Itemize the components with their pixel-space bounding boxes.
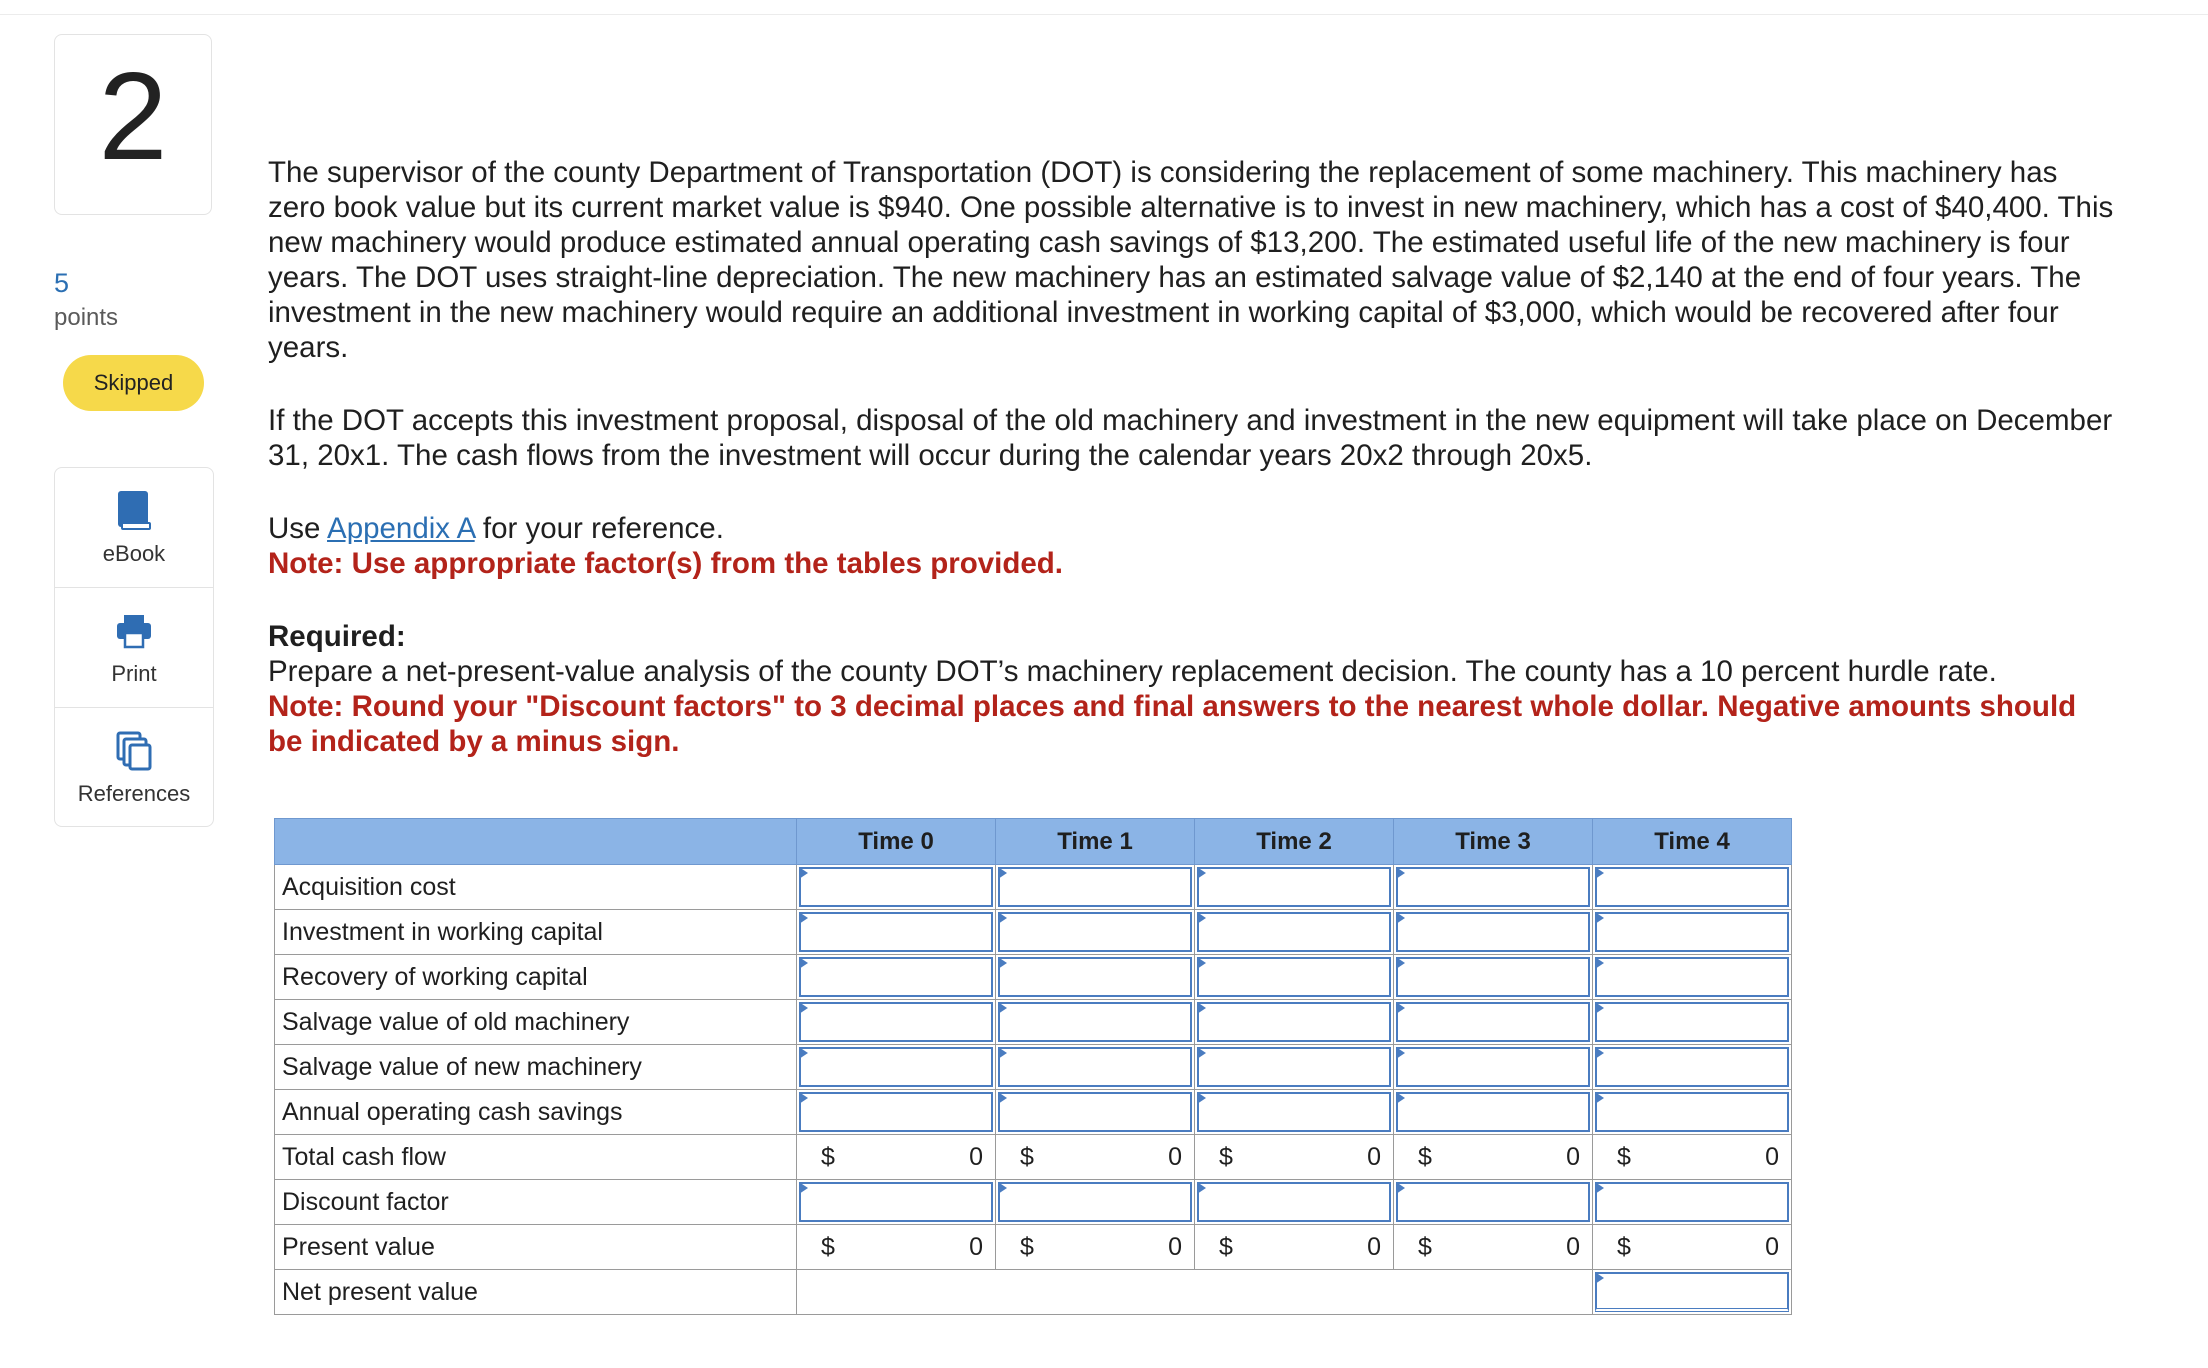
present-value-time-2: $ 0 [1219, 1232, 1381, 1261]
discount-factor-time-4-input[interactable] [1595, 1182, 1789, 1222]
total-cash-flow-time-4: $ 0 [1617, 1142, 1779, 1171]
required-paragraph [268, 619, 2118, 759]
present-value-time-1: $ 0 [1020, 1232, 1182, 1261]
use-prefix: Use [268, 512, 328, 545]
question-number-box [54, 34, 212, 215]
acquisition-cost-time-2-input[interactable] [1197, 867, 1391, 907]
factor-note: Note: Use appropriate factor(s) from the tables provided. [268, 547, 1063, 580]
table-row [275, 955, 1792, 1000]
table-row [275, 1135, 1792, 1180]
header-time-3: Time 3 [1394, 819, 1593, 865]
table-row [275, 1000, 1792, 1045]
table-row [275, 1045, 1792, 1090]
discount-factor-time-2-input[interactable] [1197, 1182, 1391, 1222]
table-row [275, 1225, 1792, 1270]
npv-blank-cell [797, 1270, 1593, 1315]
row-label: Total cash flow [275, 1135, 797, 1180]
header-time-0: Time 0 [797, 819, 996, 865]
discount-factor-time-1-input[interactable] [998, 1182, 1192, 1222]
working-capital-investment-time-1-input[interactable] [998, 912, 1192, 952]
operating-savings-time-0-input[interactable] [799, 1092, 993, 1132]
header-blank [275, 819, 797, 865]
working-capital-investment-time-3-input[interactable] [1396, 912, 1590, 952]
table-row [275, 1180, 1792, 1225]
row-label: Acquisition cost [275, 865, 797, 910]
print-label: Print [111, 660, 157, 686]
table-row [275, 1090, 1792, 1135]
question-content [268, 155, 2118, 759]
row-label: Present value [275, 1225, 797, 1270]
operating-savings-time-2-input[interactable] [1197, 1092, 1391, 1132]
header-time-2: Time 2 [1195, 819, 1394, 865]
timing-paragraph: If the DOT accepts this investment proposal, disposal of the old machinery and investment in the new equipment will take place on December 31, 20x1. The cash flows from the investment will occur during the calendar years 20x2 through 20x5. [268, 404, 2113, 472]
row-label: Salvage value of new machinery [275, 1045, 797, 1090]
acquisition-cost-time-1-input[interactable] [998, 867, 1192, 907]
references-button[interactable] [55, 708, 213, 828]
present-value-time-3: $ 0 [1418, 1232, 1580, 1261]
header-time-1: Time 1 [996, 819, 1195, 865]
old-salvage-time-4-input[interactable] [1595, 1002, 1789, 1042]
working-capital-recovery-time-0-input[interactable] [799, 957, 993, 997]
references-icon [114, 729, 154, 773]
book-icon [114, 489, 154, 533]
row-label: Annual operating cash savings [275, 1090, 797, 1135]
operating-savings-time-3-input[interactable] [1396, 1092, 1590, 1132]
acquisition-cost-time-4-input[interactable] [1595, 867, 1789, 907]
use-suffix: for your reference. [474, 512, 724, 545]
table-row [275, 1270, 1792, 1315]
status-badge: Skipped [63, 355, 204, 411]
new-salvage-time-3-input[interactable] [1396, 1047, 1590, 1087]
discount-factor-time-0-input[interactable] [799, 1182, 993, 1222]
operating-savings-time-4-input[interactable] [1595, 1092, 1789, 1132]
old-salvage-time-2-input[interactable] [1197, 1002, 1391, 1042]
total-cash-flow-time-0: $ 0 [821, 1142, 983, 1171]
question-number: 2 [98, 47, 168, 186]
points-value: 5 [54, 268, 70, 298]
net-present-value-input[interactable] [1595, 1272, 1789, 1312]
new-salvage-time-1-input[interactable] [998, 1047, 1192, 1087]
reference-paragraph [268, 511, 2118, 581]
references-label: References [77, 781, 191, 806]
row-label: Recovery of working capital [275, 955, 797, 1000]
scenario-paragraph: The supervisor of the county Department of Transportation (DOT) is considering the replacement of some machinery. This machinery has zero book value but its current market value is $940. One possible alternative is to invest in new machinery, which has a cost of $40,400. This new machinery would produce estimated annual operating cash savings of $13,200. The estimated useful life of the new machinery is four years. The DOT uses straight-line depreciation. The new machinery has an estimated salvage value of $2,140 at the end of four years. The investment in the new machinery would require an additional investment in working capital of $3,000, which would be recovered after four years. [268, 156, 2114, 364]
old-salvage-time-0-input[interactable] [799, 1002, 993, 1042]
rounding-note: Note: Round your "Discount factors" to 3 decimal places and final answers to the nearest whole dollar. Negative amounts should be indicated by a minus sign. [268, 690, 2077, 758]
working-capital-recovery-time-1-input[interactable] [998, 957, 1192, 997]
row-label: Discount factor [275, 1180, 797, 1225]
ebook-label: eBook [102, 540, 166, 566]
working-capital-investment-time-4-input[interactable] [1595, 912, 1789, 952]
required-text: Prepare a net-present-value analysis of the county DOT’s machinery replacement decision. The county has a 10 percent hurdle rate. [268, 655, 1997, 688]
acquisition-cost-time-3-input[interactable] [1396, 867, 1590, 907]
ebook-button[interactable] [55, 468, 213, 588]
npv-table [274, 818, 1792, 1315]
working-capital-recovery-time-4-input[interactable] [1595, 957, 1789, 997]
appendix-a-link[interactable]: Appendix A [327, 512, 475, 545]
table-row [275, 910, 1792, 955]
total-cash-flow-time-1: $ 0 [1020, 1142, 1182, 1171]
header-time-4: Time 4 [1593, 819, 1792, 865]
acquisition-cost-time-0-input[interactable] [799, 867, 993, 907]
working-capital-investment-time-0-input[interactable] [799, 912, 993, 952]
present-value-time-0: $ 0 [821, 1232, 983, 1261]
tools-panel [54, 467, 214, 827]
points-label: points [54, 304, 119, 331]
new-salvage-time-0-input[interactable] [799, 1047, 993, 1087]
new-salvage-time-4-input[interactable] [1595, 1047, 1789, 1087]
required-label: Required: [268, 620, 406, 653]
row-label: Net present value [275, 1270, 797, 1315]
total-cash-flow-time-2: $ 0 [1219, 1142, 1381, 1171]
operating-savings-time-1-input[interactable] [998, 1092, 1192, 1132]
printer-icon [114, 609, 154, 653]
table-row [275, 865, 1792, 910]
print-button[interactable] [55, 588, 213, 708]
top-divider [0, 14, 2208, 15]
working-capital-investment-time-2-input[interactable] [1197, 912, 1391, 952]
discount-factor-time-3-input[interactable] [1396, 1182, 1590, 1222]
working-capital-recovery-time-3-input[interactable] [1396, 957, 1590, 997]
present-value-time-4: $ 0 [1617, 1232, 1779, 1261]
table-header-row [275, 819, 1792, 865]
total-cash-flow-time-3: $ 0 [1418, 1142, 1580, 1171]
old-salvage-time-3-input[interactable] [1396, 1002, 1590, 1042]
new-salvage-time-2-input[interactable] [1197, 1047, 1391, 1087]
row-label: Salvage value of old machinery [275, 1000, 797, 1045]
old-salvage-time-1-input[interactable] [998, 1002, 1192, 1042]
row-label: Investment in working capital [275, 910, 797, 955]
working-capital-recovery-time-2-input[interactable] [1197, 957, 1391, 997]
